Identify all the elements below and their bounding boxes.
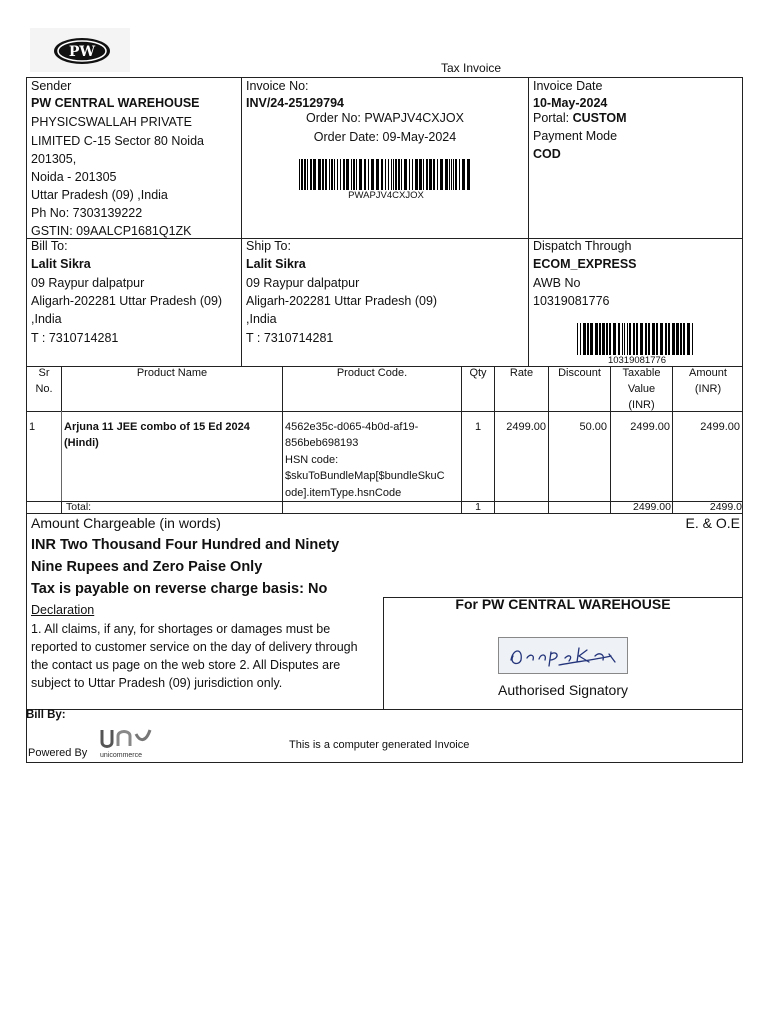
signatory-for-label: For PW CENTRAL WAREHOUSE [455, 596, 671, 612]
barcode-bar [683, 323, 685, 355]
sender-name: PW CENTRAL WAREHOUSE [31, 96, 200, 110]
sender-address-line: Uttar Pradesh (09) ,India [31, 188, 168, 202]
barcode-bar [313, 159, 316, 190]
barcode-bar [334, 159, 335, 190]
header-rate: Rate [509, 367, 534, 379]
total-qty: 1 [475, 501, 481, 513]
barcode-bar [310, 159, 312, 190]
barcode-bar [627, 323, 628, 355]
frame-bottom [26, 762, 743, 763]
sender-address-line: LIMITED C-15 Sector 80 Noida [31, 134, 204, 148]
barcode-bar [318, 159, 321, 190]
barcode-bar [322, 159, 324, 190]
barcode-bar [587, 323, 589, 355]
barcode-bar [672, 323, 675, 355]
barcode-bar [440, 159, 443, 190]
barcode-bar [409, 159, 410, 190]
total-label: Total: [66, 501, 92, 513]
barcode-bar [636, 323, 638, 355]
barcode-bar [652, 323, 655, 355]
invoice-number-label: Invoice No: [246, 79, 309, 93]
frame-right [742, 77, 743, 763]
barcode-bar [622, 323, 623, 355]
header-amount: Amount [689, 367, 727, 379]
barcode-bar [359, 159, 362, 190]
awb-number: 10319081776 [533, 294, 610, 308]
invoice-number: INV/24-25129794 [246, 96, 344, 110]
order-barcode [299, 159, 473, 190]
order-number: Order No: PWAPJV4CXJOX [306, 111, 464, 125]
reverse-charge-note: Tax is payable on reverse charge basis: No [31, 581, 328, 597]
row-product-code: 4562e35c-d065-4b0d-af19- [285, 421, 419, 433]
portal-label: Portal: [533, 111, 573, 125]
barcode-bar [692, 323, 693, 355]
declaration-line: reported to customer service on the day of delivery through [31, 640, 358, 654]
barcode-bar [395, 159, 397, 190]
divider [26, 709, 743, 710]
total-amount: 2499.0 [709, 502, 742, 513]
barcode-bar [451, 159, 452, 190]
bill-to-name: Lalit Sikra [31, 257, 91, 271]
header-product-name: Product Name [136, 367, 208, 379]
amount-words-line: Nine Rupees and Zero Paise Only [31, 559, 263, 575]
barcode-bar [665, 323, 667, 355]
awb-label: AWB No [533, 276, 581, 290]
barcode-bar [462, 159, 465, 190]
barcode-bar [376, 159, 379, 190]
barcode-bar [385, 159, 386, 190]
barcode-bar [331, 159, 333, 190]
divider [61, 501, 62, 513]
barcode-bar [398, 159, 400, 190]
barcode-bar [629, 323, 631, 355]
sender-address-line: 201305, [31, 152, 77, 166]
divider [528, 77, 529, 367]
barcode-bar [645, 323, 647, 355]
sender-gstin: GSTIN: 09AALCP1681Q1ZK [31, 224, 192, 238]
header-sr: Sr [38, 367, 50, 379]
company-logo [30, 28, 130, 72]
row-product-code: ode].itemType.hsnCode [285, 487, 402, 499]
frame-left [26, 77, 27, 763]
barcode-bar [648, 323, 650, 355]
divider [26, 238, 743, 239]
row-product-name: Arjuna 11 JEE combo of 15 Ed 2024 [64, 421, 250, 433]
barcode-bar [580, 323, 581, 355]
portal-row [533, 112, 627, 125]
row-qty: 1 [474, 421, 482, 433]
barcode-bar [301, 159, 303, 190]
dispatch-label: Dispatch Through [533, 239, 632, 253]
barcode-bar [453, 159, 454, 190]
sender-address-line: PHYSICSWALLAH PRIVATE [31, 115, 192, 129]
barcode-bar [595, 323, 598, 355]
barcode-bar [613, 323, 616, 355]
barcode-bar [412, 159, 413, 190]
order-barcode-text: PWAPJV4CXJOX [348, 190, 424, 201]
signature-image [498, 637, 628, 674]
declaration-line: 1. All claims, if any, for shortages or damages must be [31, 622, 331, 636]
row-product-code: HSN code: [285, 454, 339, 466]
barcode-bar [433, 159, 435, 190]
row-product-code: 856beb698193 [285, 437, 359, 449]
barcode-bar [599, 323, 601, 355]
barcode-bar [404, 159, 407, 190]
barcode-bar [467, 159, 470, 190]
signature-scribble-icon [499, 638, 627, 673]
barcode-bar [415, 159, 418, 190]
barcode-bar [401, 159, 402, 190]
barcode-bar [381, 159, 383, 190]
barcode-bar [356, 159, 357, 190]
svg-text:PW: PW [68, 44, 96, 60]
total-taxable: 2499.00 [633, 501, 671, 513]
bill-by-label: Bill By: [26, 709, 66, 721]
powered-by-label: Powered By [28, 747, 88, 759]
bill-to-line: Aligarh-202281 Uttar Pradesh (09) [31, 294, 223, 308]
declaration-label: Declaration [31, 603, 95, 617]
header-taxable: Value [627, 383, 656, 395]
barcode-bar [459, 159, 460, 190]
barcode-bar [668, 323, 670, 355]
sender-address-line: Noida - 201305 [31, 170, 117, 184]
barcode-bar [304, 159, 306, 190]
barcode-bar [364, 159, 366, 190]
row-sr: 1 [29, 421, 36, 433]
barcode-bar [337, 159, 338, 190]
payment-mode-label: Payment Mode [533, 129, 618, 143]
portal-value: CUSTOM [572, 111, 627, 125]
row-product-code: $skuToBundleMap[$bundleSkuC [285, 470, 445, 482]
barcode-bar [449, 159, 450, 190]
bill-to-line: 09 Raypur dalpatpur [31, 276, 145, 290]
sender-phone: Ph No: 7303139222 [31, 206, 143, 220]
sender-label: Sender [31, 79, 72, 93]
barcode-bar [353, 159, 355, 190]
barcode-bar [602, 323, 605, 355]
row-discount: 50.00 [579, 421, 607, 433]
header-amount: (INR) [694, 383, 722, 395]
document-title: Tax Invoice [441, 61, 502, 75]
svg-text:unicommerce: unicommerce [100, 752, 143, 759]
computer-generated-note: This is a computer generated Invoice [289, 739, 470, 751]
row-rate: 2499.00 [506, 421, 546, 433]
pw-logo-icon [30, 28, 130, 72]
barcode-bar [423, 159, 424, 190]
barcode-bar [299, 159, 300, 190]
barcode-bar [606, 323, 608, 355]
barcode-bar [343, 159, 345, 190]
barcode-bar [590, 323, 593, 355]
row-amount: 2499.00 [700, 421, 740, 433]
ship-to-line: ,India [246, 312, 277, 326]
barcode-bar [368, 159, 369, 190]
barcode-bar [583, 323, 586, 355]
barcode-bar [329, 159, 330, 190]
barcode-bar [340, 159, 341, 190]
barcode-bar [618, 323, 620, 355]
unicommerce-logo [98, 726, 154, 760]
header-product-code: Product Code. [336, 367, 408, 379]
unicommerce-logo-icon [98, 726, 154, 760]
barcode-bar [388, 159, 389, 190]
divider [26, 513, 743, 514]
header-taxable: (INR) [628, 399, 655, 411]
amount-words-line: INR Two Thousand Four Hundred and Ninety [31, 537, 340, 553]
declaration-line: the contact us page on the web store 2. All Disputes are [31, 658, 341, 672]
header-sr: No. [35, 383, 53, 395]
ship-to-label: Ship To: [246, 239, 291, 253]
order-date: Order Date: 09-May-2024 [313, 130, 457, 144]
barcode-bar [640, 323, 643, 355]
divider [494, 366, 495, 513]
header-discount: Discount [558, 367, 601, 379]
divider [26, 411, 743, 412]
barcode-bar [429, 159, 432, 190]
barcode-bar [419, 159, 422, 190]
barcode-bar [437, 159, 438, 190]
bill-to-label: Bill To: [31, 239, 68, 253]
divider [461, 366, 462, 513]
awb-barcode-text: 10319081776 [607, 355, 667, 366]
barcode-bar [687, 323, 690, 355]
barcode-bar [325, 159, 327, 190]
frame-top [26, 77, 743, 78]
amount-words-label: Amount Chargeable (in words) [31, 515, 221, 531]
ship-to-name: Lalit Sikra [246, 257, 306, 271]
barcode-bar [346, 159, 349, 190]
barcode-bar [455, 159, 457, 190]
divider [282, 366, 283, 513]
ship-to-phone: T : 7310714281 [246, 331, 334, 345]
eoe-note: E. & O.E [685, 515, 740, 531]
ship-to-line: 09 Raypur dalpatpur [246, 276, 360, 290]
divider [61, 411, 62, 501]
row-taxable: 2499.00 [630, 421, 670, 433]
barcode-bar [393, 159, 394, 190]
barcode-bar [391, 159, 392, 190]
barcode-bar [426, 159, 428, 190]
payment-mode: COD [533, 147, 561, 161]
bill-to-phone: T : 7310714281 [31, 331, 119, 345]
header-qty: Qty [469, 367, 487, 379]
row-product-name: (Hindi) [64, 437, 99, 449]
barcode-bar [633, 323, 635, 355]
barcode-bar [680, 323, 682, 355]
barcode-bar [351, 159, 352, 190]
barcode-bar [624, 323, 625, 355]
authorised-signatory-label: Authorised Signatory [498, 682, 628, 698]
declaration-line: subject to Uttar Pradesh (09) jurisdiction only. [31, 676, 283, 690]
barcode-bar [609, 323, 611, 355]
dispatch-courier: ECOM_EXPRESS [533, 257, 637, 271]
header-taxable: Taxable [622, 367, 661, 379]
bill-to-line: ,India [31, 312, 62, 326]
barcode-bar [445, 159, 448, 190]
barcode-bar [371, 159, 374, 190]
ship-to-line: Aligarh-202281 Uttar Pradesh (09) [246, 294, 438, 308]
barcode-bar [307, 159, 308, 190]
barcode-bar [676, 323, 679, 355]
divider [548, 366, 549, 513]
barcode-bar [656, 323, 658, 355]
barcode-bar [577, 323, 578, 355]
invoice-date-label: Invoice Date [533, 79, 603, 93]
barcode-bar [660, 323, 663, 355]
awb-barcode [577, 323, 697, 355]
invoice-date: 10-May-2024 [533, 96, 608, 110]
